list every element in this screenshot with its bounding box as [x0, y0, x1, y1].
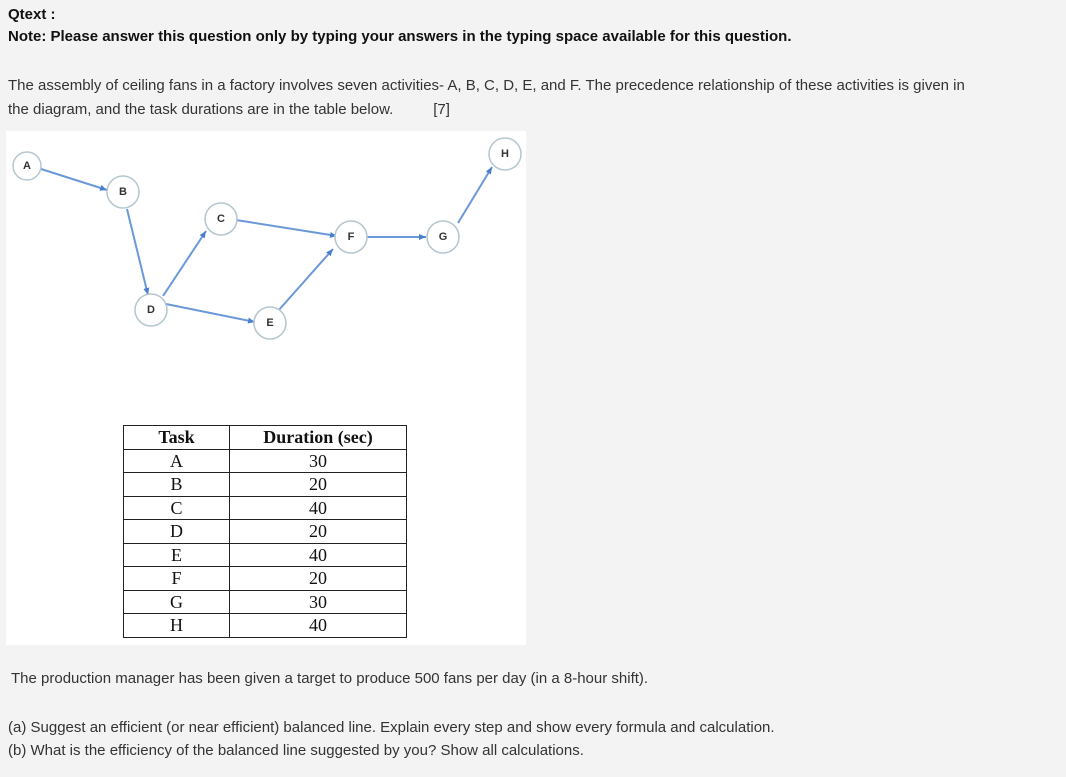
duration-cell: 30	[230, 590, 407, 614]
duration-cell: 40	[230, 614, 407, 638]
table-row	[124, 590, 407, 614]
edge-b-d	[127, 209, 148, 295]
table-row	[124, 520, 407, 544]
task-cell: E	[124, 543, 230, 567]
qtext-label: Qtext :	[8, 6, 56, 23]
task-cell: G	[124, 590, 230, 614]
task-cell: D	[124, 520, 230, 544]
duration-cell: 30	[230, 449, 407, 473]
table-row	[124, 496, 407, 520]
node-g-label: G	[438, 231, 448, 243]
part-b: (b) What is the efficiency of the balanced line suggested by you? Show all calculations.	[8, 742, 584, 759]
intro-line-2	[8, 98, 1058, 122]
duration-cell: 40	[230, 543, 407, 567]
edge-a-b	[41, 169, 107, 190]
task-cell: F	[124, 567, 230, 591]
note-instruction: Note: Please answer this question only by typing your answers in the typing space available for this question.	[8, 28, 792, 45]
node-e-label: E	[266, 317, 274, 329]
table-row	[124, 567, 407, 591]
task-cell: H	[124, 614, 230, 638]
intro-line-2-text: the diagram, and the task durations are in the table below.	[8, 101, 394, 118]
edge-d-e	[166, 304, 255, 322]
production-target: The production manager has been given a target to produce 500 fans per day (in a 8-hour shift).	[11, 670, 649, 687]
node-b-label: B	[119, 186, 127, 198]
node-a-label: A	[23, 160, 31, 172]
table-header-row	[124, 426, 407, 450]
node-c-label: C	[217, 213, 225, 225]
task-duration-table	[123, 425, 407, 638]
edge-g-h	[458, 167, 492, 223]
question-intro	[8, 74, 1058, 122]
precedence-figure	[6, 131, 526, 645]
task-cell: A	[124, 449, 230, 473]
duration-cell: 20	[230, 567, 407, 591]
node-d-label: D	[147, 304, 155, 316]
node-f-label: F	[347, 231, 355, 243]
task-cell: C	[124, 496, 230, 520]
edge-d-c	[163, 231, 206, 296]
header-duration: Duration (sec)	[230, 426, 407, 450]
header-task: Task	[124, 426, 230, 450]
table-row	[124, 473, 407, 497]
part-a: (a) Suggest an efficient (or near efficient) balanced line. Explain every step and show every formula and calculation.	[8, 719, 775, 736]
duration-cell: 40	[230, 496, 407, 520]
table-row	[124, 543, 407, 567]
question-parts	[8, 716, 775, 762]
intro-line-1: The assembly of ceiling fans in a factory involves seven activities- A, B, C, D, E, and F. The precedence relationship of these activities is given in	[8, 77, 965, 94]
table-row	[124, 449, 407, 473]
duration-cell: 20	[230, 520, 407, 544]
marks-badge: [7]	[433, 101, 450, 118]
edge-c-f	[236, 220, 337, 236]
edge-e-f	[278, 249, 333, 311]
duration-cell: 20	[230, 473, 407, 497]
task-cell: B	[124, 473, 230, 497]
table-row	[124, 614, 407, 638]
node-h-label: H	[501, 148, 509, 160]
